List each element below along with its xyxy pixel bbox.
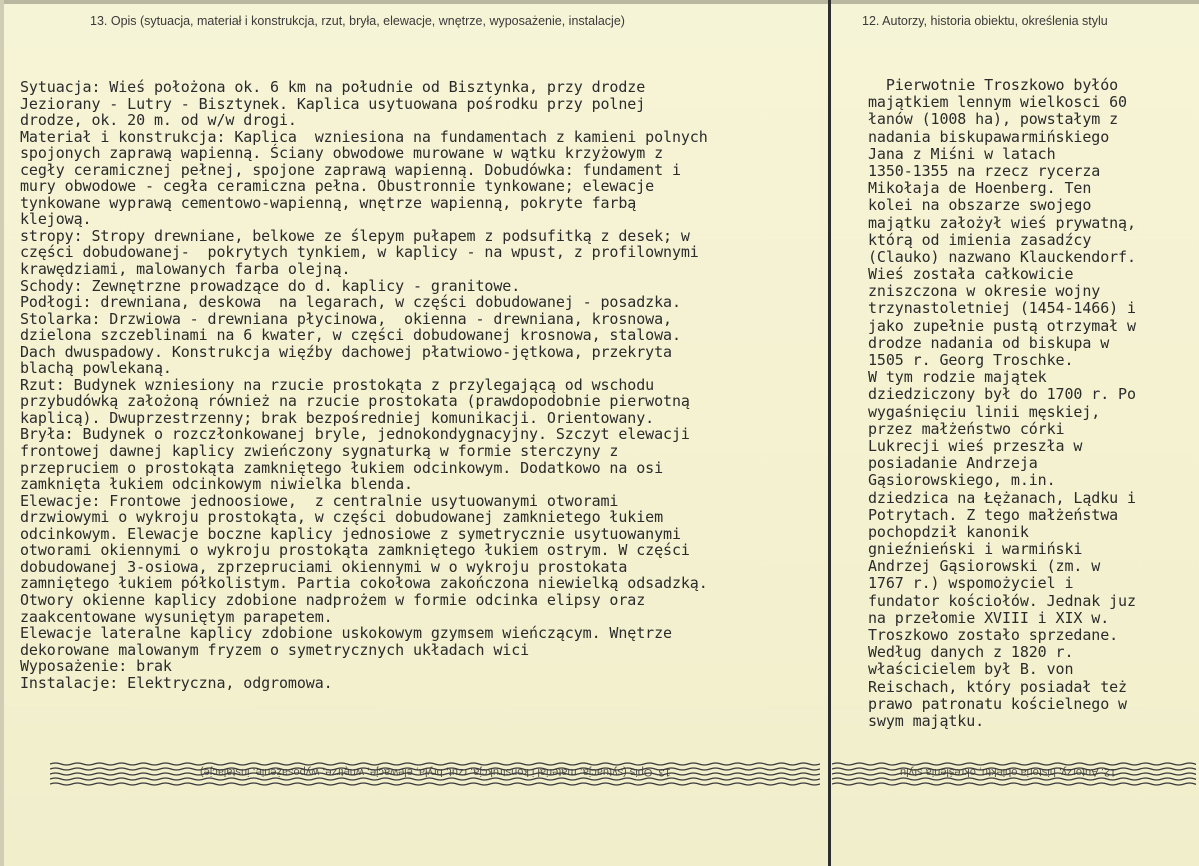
history-line: fundator kościołów. Jednak juz: [868, 591, 1136, 610]
history-line: (Clauko) nazwano Klauckendorf.: [868, 247, 1136, 266]
column-divider: [828, 0, 831, 866]
history-line: gnieźnieński i warmiński: [868, 540, 1083, 559]
description-line: Schody: Zewnętrzne prowadzące do d. kaplicy - granitowe.: [20, 276, 521, 295]
description-line: Podłogi: drewniana, deskowa na legarach, w części dobudowanej - posadzka.: [20, 293, 681, 312]
wave-line: [50, 783, 820, 785]
description-line: Rzut: Budynek wzniesiony na rzucie prostokąta z przylegającą od wschodu: [20, 375, 655, 394]
history-line: Troszkowo zostało sprzedane.: [868, 626, 1119, 644]
description-line: części dobudowanej- pokrytych tynkiem, w kaplicy - na wpust, z profilownymi: [20, 243, 699, 262]
history-line: Jana z Miśni w latach: [868, 144, 1056, 163]
description-line: odcinkowym. Elewacje boczne kaplicy jednosiowe z symetrycznie usytuowanymi: [20, 524, 681, 543]
description-line: mury obwodowe - cegła ceramiczna pełna. Obustronnie tynkowane; elewacje: [20, 177, 655, 196]
history-line: 1505 r. Georg Troschke.: [868, 351, 1074, 369]
description-line: zaakcentowane wysuniętym parapetem.: [20, 607, 333, 626]
history-line: dziedzica na Łężanach, Lądku i: [868, 488, 1136, 507]
description-line: tynkowane wyprawą cementowo-wapienną, wnętrze wapienną, pokryte farbą: [20, 193, 637, 212]
history-column: [868, 77, 1193, 730]
description-line: Dach dwuspadowy. Konstrukcja więźby dachowej płatwiowo-jętkowa, przekryta: [20, 342, 672, 361]
history-line: W tym rodzie majątek: [868, 368, 1047, 387]
description-line: Wyposażenie: brak: [20, 657, 172, 676]
history-line: pochopdził kanonik: [868, 522, 1029, 541]
header-description: 13. Opis (sytuacja, materiał i konstrukcja, rzut, bryła, elewacje, wnętrze, wyposażenie, instalacje): [90, 14, 625, 28]
description-line: Jeziorany - Lutry - Bisztynek. Kaplica usytuowana pośrodku przy polnej: [20, 94, 646, 113]
history-line: Andrzej Gąsiorowski (zm. w: [868, 557, 1101, 576]
description-line: dzielona szczeblinami na 6 kwater, w części dobudowanej krosnowa, stalowa.: [20, 326, 681, 345]
description-line: Stolarka: Drzwiowa - drewniana płycinowa, okienna - drewniana, krosnowa,: [20, 309, 672, 328]
history-line: Wieś została całkowicie: [868, 265, 1074, 284]
wave-line: [50, 778, 820, 780]
history-line: zniszczona w okresie wojny: [868, 282, 1101, 301]
description-line: blachą powlekaną.: [20, 359, 172, 378]
history-line: łanów (1008 ha), powstałym z: [868, 110, 1119, 129]
mirrored-header-right: 12. Autorzy, historia obiektu, określenia stylu: [900, 766, 1117, 778]
description-line: Bryła: Budynek o rozczłonkowanej bryle, jednokondygnacyjny. Szczyt elewacji: [20, 425, 690, 444]
history-line: prawo patronatu kościelnego w: [868, 694, 1127, 713]
history-line: przez małżeństwo córki: [868, 419, 1065, 438]
description-line: dekorowane malowanym fryzem o symetrycznych układach wici: [20, 640, 530, 659]
description-line: kaplicą). Dwuprzestrzenny; brak bezpośredniej komunikacji. Orientowany.: [20, 408, 655, 427]
description-line: zamniętego łukiem półkolistym. Partia cokołowa zakończona niewielką odsadzką.: [20, 574, 708, 593]
history-line: Mikołaja de Hoenberg. Ten: [868, 179, 1092, 198]
history-line: którą od imienia zasadźcy: [868, 230, 1092, 249]
wave-line: [50, 763, 820, 765]
history-line: majątkiem lennym wielkosci 60: [868, 93, 1127, 112]
description-line: drodze, ok. 20 m. od w/w drogi.: [20, 111, 297, 130]
history-line: na przełomie XVIII i XIX w.: [868, 608, 1110, 627]
history-line: drodze nadania od biskupa w: [868, 333, 1110, 352]
description-line: Sytuacja: Wieś położona ok. 6 km na południe od Bisztynka, przy drodze: [20, 78, 646, 96]
wave-line: [832, 763, 1196, 765]
description-line: frontowej dawnej kaplicy zwieńczony sygnaturką w formie sterczyny z: [20, 442, 619, 461]
description-line: otworami okiennymi o wykroju prostokąta zamkniętego łukiem ostrym. W części: [20, 541, 690, 560]
history-line: właścicielem był B. von: [868, 660, 1074, 679]
description-line: Instalacje: Elektryczna, odgromowa.: [20, 673, 333, 692]
description-line: Otwory okienne kaplicy zdobione nadprożem w formie odcinka elipsy oraz: [20, 590, 646, 609]
history-line: Gąsiorowskiego, m.in.: [868, 471, 1056, 490]
description-line: dobudowanej 3-osiowa, zprzepruciami okiennymi w o wykroju prostokata: [20, 557, 628, 576]
history-line: Według danych z 1820 r.: [868, 643, 1074, 662]
mirrored-header-left: 13. Opis (sytuacja, materiał i konstrukcja, rzut, bryła, elewacje, wnętrze, wyposażenie, instalacje): [200, 766, 671, 778]
history-line: dziedziczony był do 1700 r. Po: [868, 385, 1136, 404]
description-column: [20, 79, 820, 691]
description-line: cegły ceramicznej pełnej, spojone zaprawą wapienną. Dobudówka: fundament i: [20, 160, 681, 179]
top-border: [0, 0, 1199, 4]
description-line: przeprucie​m o prostokąta zamkniętego łukiem odcinkowym. Dodatkowo na osi: [20, 458, 664, 477]
history-line: posiadanie Andrzeja: [868, 454, 1038, 473]
history-line: Pierwotnie Troszkowo byłóo: [868, 76, 1119, 94]
history-line: Potrytach. Z tego małżeństwa: [868, 505, 1119, 524]
history-line: swym majątku.: [868, 711, 985, 730]
description-line: klejową.: [20, 210, 92, 229]
history-line: Reischach, który posiadał też: [868, 677, 1127, 696]
left-edge: [0, 0, 4, 866]
description-line: Materiał i konstrukcja: Kaplica wzniesiona na fundamentach z kamieni polnych: [20, 127, 708, 146]
description-line: Elewacje lateralne kaplicy zdobione uskokowym gzymsem wieńczącym. Wnętrze: [20, 624, 672, 643]
description-line: spojonych zaprawą wapienną. Ściany obwodowe murowane w wątku krzyżowym z: [20, 144, 664, 163]
header-history: 12. Autorzy, historia obiektu, określenia stylu: [862, 14, 1108, 28]
description-line: krawędziami, malowanych farba olejną.: [20, 260, 351, 279]
history-line: majątku założył wieś prywatną,: [868, 213, 1136, 232]
description-line: przybudówką założoną również na rzucie prostokata (prawdopodobnie pierwotną: [20, 392, 690, 411]
history-line: Lukrecji wieś przeszła w: [868, 436, 1083, 455]
description-line: Elewacje: Frontowe jednoosiowe, z centralnie usytuowanymi otworami: [20, 491, 619, 510]
description-line: drzwiowymi o wykroju prostokąta, w części dobudowanej zamknietego łukiem: [20, 508, 664, 527]
wave-line: [832, 778, 1196, 780]
wave-line: [832, 783, 1196, 785]
description-line: stropy: Stropy drewniane, belkowe ze ślepym pułapem z podsufitką z desek; w: [20, 226, 690, 245]
history-line: trzynastoletniej (1454-1466) i: [868, 299, 1136, 318]
history-line: 1350-1355 na rzecz rycerza: [868, 161, 1101, 180]
description-line: zamknięta łukiem odcinkowym niwielka blenda.: [20, 475, 413, 494]
history-line: jako zupełnie pustą otrzymał w: [868, 316, 1136, 335]
history-line: 1767 r.) wspomożyciel i: [868, 574, 1074, 593]
bottom-blank-area: [0, 790, 1199, 866]
history-line: nadania biskupawarmińskiego: [868, 127, 1110, 146]
history-line: kolei na obszarze swojego: [868, 196, 1092, 215]
history-line: wygaśnięciu linii męskiej,: [868, 402, 1101, 421]
